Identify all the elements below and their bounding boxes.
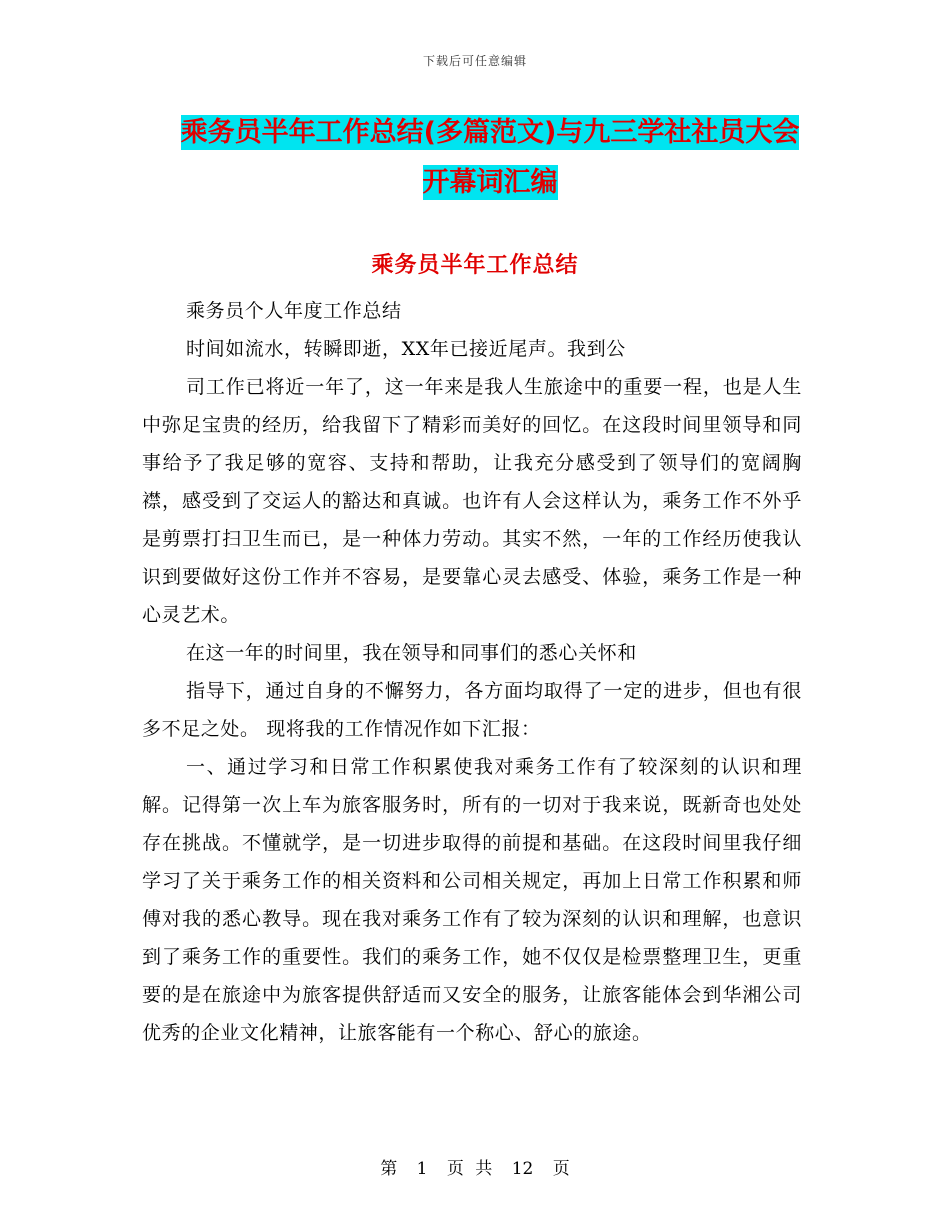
title-line-1: 乘务员半年工作总结(多篇范文)与九三学社社员大会: [180, 117, 800, 148]
document-title: [150, 108, 830, 208]
title-line-2: 开幕词汇编: [422, 167, 558, 198]
footer-total-pages: 12: [511, 1159, 534, 1179]
document-body: [142, 292, 802, 1052]
paragraph: 时间如流水，转瞬即逝，XX年已接近尾声。我到公: [186, 338, 626, 360]
paragraph: 指导下，通过自身的不懈努力，各方面均取得了一定的进步，但也有很多不足之处。 现将我的工作情况作如下汇报：: [142, 680, 802, 740]
footer-suffix: 页: [552, 1159, 570, 1179]
paragraph: 司工作已将近一年了，这一年来是我人生旅途中的重要一程，也是人生中弥足宝贵的经历，给我留下了精彩而美好的回忆。在这段时间里领导和同事给予了我足够的宽容、支持和帮助，让我充分感受到了领导们的宽阔胸襟，感受到了交运人的豁达和真诚。也许有人会这样认为，乘务工作不外乎是剪票打扫卫生而已，是一种体力劳动。其实不然，一年的工作经历使我认识到要做好这份工作并不容易，是要靠心灵去感受、体验，乘务工作是一种心灵艺术。: [142, 376, 802, 626]
paragraph-subtitle: 乘务员个人年度工作总结: [186, 300, 402, 322]
page-footer: [0, 1154, 950, 1179]
section-title: 乘务员半年工作总结: [371, 253, 579, 278]
footer-current-page: 1: [416, 1159, 428, 1179]
footer-middle: 页 共: [446, 1159, 493, 1179]
footer-prefix: 第: [380, 1159, 398, 1179]
paragraph: 在这一年的时间里，我在领导和同事们的悉心关怀和: [186, 642, 637, 664]
paragraph: 一、通过学习和日常工作积累使我对乘务工作有了较深刻的认识和理解。记得第一次上车为旅客服务时，所有的一切对于我来说，既新奇也处处存在挑战。不懂就学，是一切进步取得的前提和基础。在这段时间里我仔细学习了关于乘务工作的相关资料和公司相关规定，再加上日常工作积累和师傅对我的悉心教导。现在我对乘务工作有了较为深刻的认识和理解，也意识到了乘务工作的重要性。我们的乘务工作，她不仅仅是检票整理卫生，更重要的是在旅途中为旅客提供舒适而又安全的服务，让旅客能体会到华湘公司优秀的企业文化精神，让旅客能有一个称心、舒心的旅途。: [142, 756, 802, 1044]
header-note: 下载后可任意编辑: [422, 54, 527, 68]
